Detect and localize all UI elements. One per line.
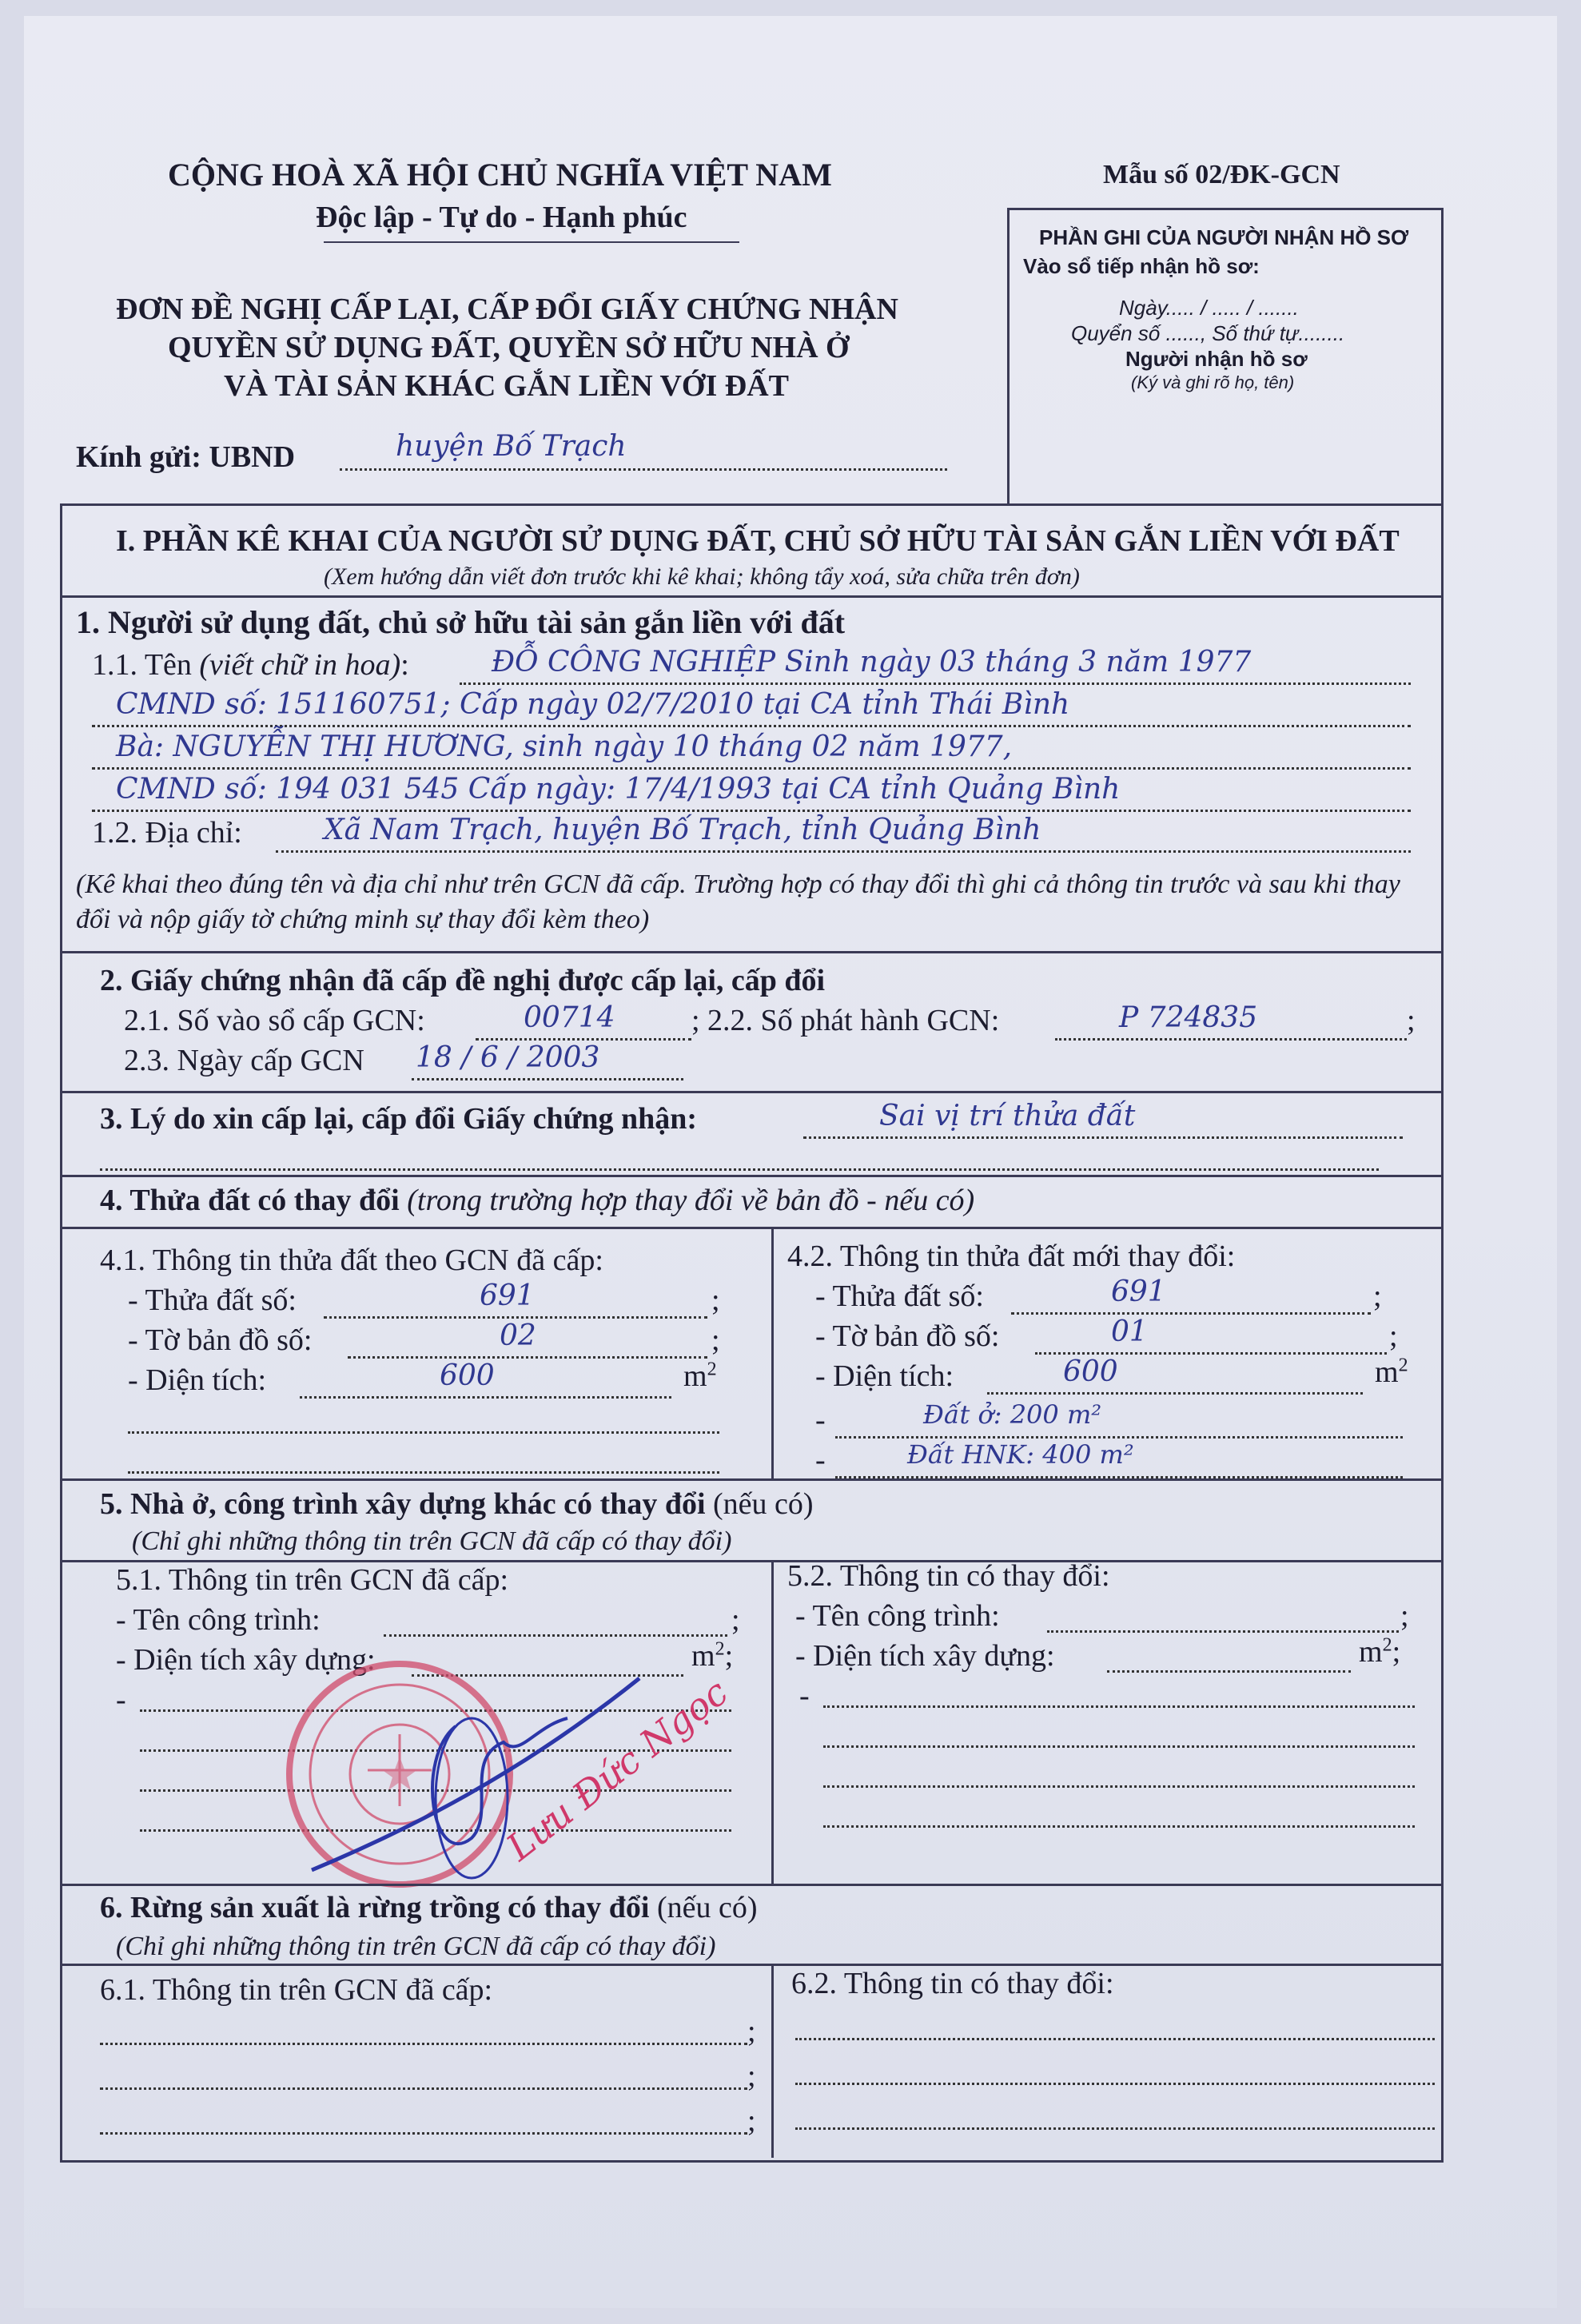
s4-right-map-field [1035, 1315, 1387, 1355]
s4-left-parcel-field [324, 1279, 707, 1319]
s2-v23-field [412, 1041, 683, 1080]
receiver-box-line1: Vào sổ tiếp nhận hồ sơ: [1023, 254, 1260, 278]
title-line-2: QUYỀN SỬ DỤNG ĐẤT, QUYỀN SỞ HỮU NHÀ Ở [168, 331, 850, 364]
addressee-field [340, 430, 947, 471]
s4-right-extra-1-field [835, 1399, 1403, 1439]
part1-note: (Xem hướng dẫn viết đơn trước khi kê khai; không tẩy xoá, sửa chữa trên đơn) [324, 563, 1080, 590]
s4-right-parcel-field [1011, 1275, 1371, 1315]
s4-heading [100, 1183, 974, 1218]
divider-s6-head [60, 1964, 1441, 1966]
s4-right-extra-2-field [835, 1439, 1403, 1478]
motto-underline [324, 241, 739, 243]
document-page [24, 16, 1557, 2308]
s1-name-field-4 [92, 773, 1411, 812]
part1-title: I. PHẦN KÊ KHAI CỦA NGƯỜI SỬ DỤNG ĐẤT, CHỦ SỞ HỮU TÀI SẢN GẮN LIỀN VỚI ĐẤT [116, 524, 1400, 558]
s4-left-parcel-label: - Thửa đất số: [128, 1283, 297, 1317]
s3-value: Sai vị trí thửa đất [879, 1100, 1136, 1132]
s2-v22: P 724835 [1119, 1001, 1258, 1034]
s5-dash-2: - [799, 1679, 810, 1713]
receiver-box-book: Quyển số ......, Số thứ tự........ [1071, 321, 1345, 345]
s4-sep-3: ; [1373, 1279, 1382, 1313]
s4-right-unit: $m^2$ [1375, 1355, 1408, 1389]
republic-heading: CỘNG HOÀ XÃ HỘI CHỦ NGHĨA VIỆT NAM [168, 157, 832, 193]
s3-field [803, 1100, 1403, 1139]
s4-left-extra-2 [128, 1451, 719, 1474]
s5-left-area-label: - Diện tích xây dựng: [116, 1643, 376, 1677]
s4-left-title: 4.1. Thông tin thửa đất theo GCN đã cấp: [100, 1244, 603, 1277]
divider-s3 [60, 1175, 1441, 1177]
addressee-value: huyện Bố Trạch [396, 430, 627, 463]
divider-s2 [60, 1091, 1441, 1093]
s5-right-extra-3 [823, 1766, 1415, 1788]
s4-left-map-field [348, 1319, 707, 1359]
receiver-box-date: Ngày..... / ..... / ....... [1119, 296, 1299, 320]
s2-v21: 00714 [524, 1001, 615, 1034]
form-code: Mẫu số 02/ĐK-GCN [1103, 160, 1340, 189]
s2-l23: 2.3. Ngày cấp GCN [124, 1044, 364, 1077]
s4-right-map: 01 [1111, 1315, 1148, 1348]
s1-addr-field [276, 814, 1411, 853]
s4-title: 4. Thửa đất có thay đổi [100, 1184, 400, 1217]
s2-v23: 18 / 6 / 2003 [416, 1041, 600, 1074]
divider-s1 [60, 951, 1441, 953]
s2-l21: 2.1. Số vào sổ cấp GCN: [124, 1004, 425, 1037]
s4-right-title: 4.2. Thông tin thửa đất mới thay đổi: [787, 1240, 1236, 1273]
s6-sub: (Chỉ ghi những thông tin trên GCN đã cấp có thay đổi) [116, 1932, 716, 1961]
red-seal-stamp [289, 1664, 510, 1884]
s4-sep-2: ; [711, 1323, 720, 1357]
s5-title: 5. Nhà ở, công trình xây dựng khác có thay đổi [100, 1487, 706, 1521]
s1-title: 1. Người sử dụng đất, chủ sở hữu tài sản gắn liền với đất [76, 604, 846, 640]
s4-left-map: 02 [500, 1319, 536, 1352]
s1-name-field-2 [92, 688, 1411, 727]
s5-left-unit: $m^2$; [691, 1638, 734, 1673]
s4-title-note: (trong trường hợp thay đổi về bản đồ - nếu có) [407, 1184, 975, 1217]
s2-title: 2. Giấy chứng nhận đã cấp đề nghị được cấp lại, cấp đổi [100, 964, 826, 997]
s6-right-line-2 [795, 2063, 1435, 2085]
s4-sep-1: ; [711, 1283, 720, 1317]
s4-dash-2: - [815, 1443, 826, 1477]
s6-sep-2: ; [747, 2059, 756, 2093]
s4-right-parcel-label: - Thửa đất số: [815, 1279, 984, 1313]
s4-left-area-field [300, 1359, 671, 1399]
s6-right-line-3 [795, 2108, 1435, 2130]
s5-right-unit: $m^2$; [1359, 1634, 1401, 1669]
s5-sep-2: ; [1400, 1599, 1409, 1633]
s1-name-label-text: 1.1. Tên [92, 648, 192, 682]
s1-name-label: 1.1. Tên (viết chữ in hoa): [92, 648, 409, 682]
s6-title: 6. Rừng sản xuất là rừng trồng có thay đổi [100, 1891, 650, 1924]
s4-right-unit-text: m [1375, 1355, 1399, 1389]
s4-right-extra-2: Đất HNK: 400 m² [907, 1439, 1134, 1470]
s5-right-extra-1 [823, 1686, 1415, 1708]
s4-left-parcel: 691 [480, 1279, 535, 1312]
s6-left-line-3 [100, 2113, 747, 2135]
title-line-3: VÀ TÀI SẢN KHÁC GẮN LIỀN VỚI ĐẤT [224, 369, 789, 403]
s4-column-divider [771, 1227, 774, 1478]
s5-right-title: 5.2. Thông tin có thay đổi: [787, 1559, 1110, 1593]
s4-left-unit-text: m [683, 1359, 707, 1393]
divider-s4-head [60, 1227, 1441, 1229]
s3-field-2 [100, 1143, 1379, 1171]
s6-left-title: 6.1. Thông tin trên GCN đã cấp: [100, 1973, 493, 2007]
signature-name: Lưu Đức Ngọc [498, 1670, 736, 1869]
s1-name-field-3 [92, 730, 1411, 770]
s1-name-line4: CMND số: 194 031 545 Cấp ngày: 17/4/1993 tại CA tỉnh Quảng Bình [116, 773, 1121, 806]
s5-dash-1: - [116, 1683, 126, 1717]
s4-left-area-label: - Diện tích: [128, 1363, 267, 1397]
s5-right-area-label: - Diện tích xây dựng: [795, 1639, 1055, 1673]
s5-left-title: 5.1. Thông tin trên GCN đã cấp: [116, 1563, 509, 1597]
s5-right-work-field [1047, 1600, 1399, 1633]
receiver-box-receiver: Người nhận hồ sơ [1125, 347, 1308, 371]
s6-sep-1: ; [747, 2015, 756, 2048]
s2-l22: ; 2.2. Số phát hành GCN: [691, 1004, 1000, 1037]
divider-s5 [60, 1884, 1441, 1886]
s6-column-divider [771, 1964, 774, 2158]
s4-right-map-label: - Tờ bản đồ số: [815, 1319, 1000, 1353]
divider-s4 [60, 1478, 1441, 1481]
s5-title-note: (nếu có) [713, 1487, 814, 1521]
s1-name-hint: (viết chữ in hoa) [199, 648, 401, 682]
s4-right-area-field [987, 1355, 1363, 1395]
s6-right-title: 6.2. Thông tin có thay đổi: [791, 1967, 1114, 2000]
s6-heading [100, 1890, 758, 1925]
s2-v22-field [1055, 1001, 1407, 1041]
s1-name-line2: CMND số: 151160751; Cấp ngày 02/7/2010 tại CA tỉnh Thái Bình [116, 688, 1070, 721]
s6-right-line-1 [795, 2019, 1435, 2040]
s5-sep-1: ; [731, 1603, 740, 1637]
s5-right-extra-2 [823, 1726, 1415, 1748]
s4-sep-4: ; [1389, 1319, 1398, 1353]
divider-part1 [60, 595, 1441, 598]
s6-left-line-2 [100, 2068, 747, 2090]
receiver-box-title: PHẦN GHI CỦA NGƯỜI NHẬN HỒ SƠ [1039, 225, 1409, 249]
s6-left-line-1 [100, 2024, 747, 2045]
s5-right-area-field [1107, 1640, 1351, 1673]
s1-addr-value: Xã Nam Trạch, huyện Bố Trạch, tỉnh Quảng Bình [324, 814, 1041, 846]
motto: Độc lập - Tự do - Hạnh phúc [316, 201, 687, 234]
s5-right-extra-4 [823, 1806, 1415, 1828]
s4-right-area-label: - Diện tích: [815, 1359, 954, 1393]
stamp-signature-graphic [280, 1630, 775, 1894]
s5-right-work-label: - Tên công trình: [795, 1599, 1000, 1633]
s6-sep-3: ; [747, 2104, 756, 2138]
s1-name-line1: ĐỖ CÔNG NGHIỆP Sinh ngày 03 tháng 3 năm 1977 [492, 646, 1252, 678]
s4-left-area: 600 [440, 1359, 495, 1392]
receiver-box-note: (Ký và ghi rõ họ, tên) [1131, 372, 1295, 392]
s1-name-field-1 [460, 646, 1411, 685]
s4-left-map-label: - Tờ bản đồ số: [128, 1323, 313, 1357]
s4-left-unit: $m^2$ [683, 1359, 717, 1393]
s4-right-extra-1: Đất ở: 200 m² [923, 1399, 1102, 1430]
addressee-label: Kính gửi: UBND [76, 440, 296, 474]
s2-semicolon: ; [1407, 1004, 1416, 1037]
s6-title-note: (nếu có) [656, 1891, 758, 1924]
s2-v21-field [476, 1001, 691, 1041]
s4-right-parcel: 691 [1111, 1275, 1166, 1308]
s4-left-extra-1 [128, 1411, 719, 1434]
s1-note: (Kê khai theo đúng tên và địa chỉ như trên GCN đã cấp. Trường hợp có thay đổi thì ghi cả thông tin trước và sau khi thay đổi và nộp giấy tờ chứng minh sự thay đổi kèm theo) [76, 870, 1400, 934]
s4-right-area: 600 [1063, 1355, 1118, 1388]
s3-title: 3. Lý do xin cấp lại, cấp đổi Giấy chứng nhận: [100, 1102, 698, 1136]
s1-name-line3: Bà: NGUYỄN THỊ HƯƠNG, sinh ngày 10 tháng 02 năm 1977, [116, 730, 1013, 763]
s5-sub: (Chỉ ghi những thông tin trên GCN đã cấp có thay đổi) [132, 1526, 732, 1556]
s1-addr-label: 1.2. Địa chỉ: [92, 816, 242, 850]
s5-heading [100, 1486, 814, 1522]
title-line-1: ĐƠN ĐỀ NGHỊ CẤP LẠI, CẤP ĐỔI GIẤY CHỨNG NHẬN [116, 292, 898, 326]
s5-left-work-label: - Tên công trình: [116, 1603, 321, 1637]
s4-dash-1: - [815, 1403, 826, 1437]
